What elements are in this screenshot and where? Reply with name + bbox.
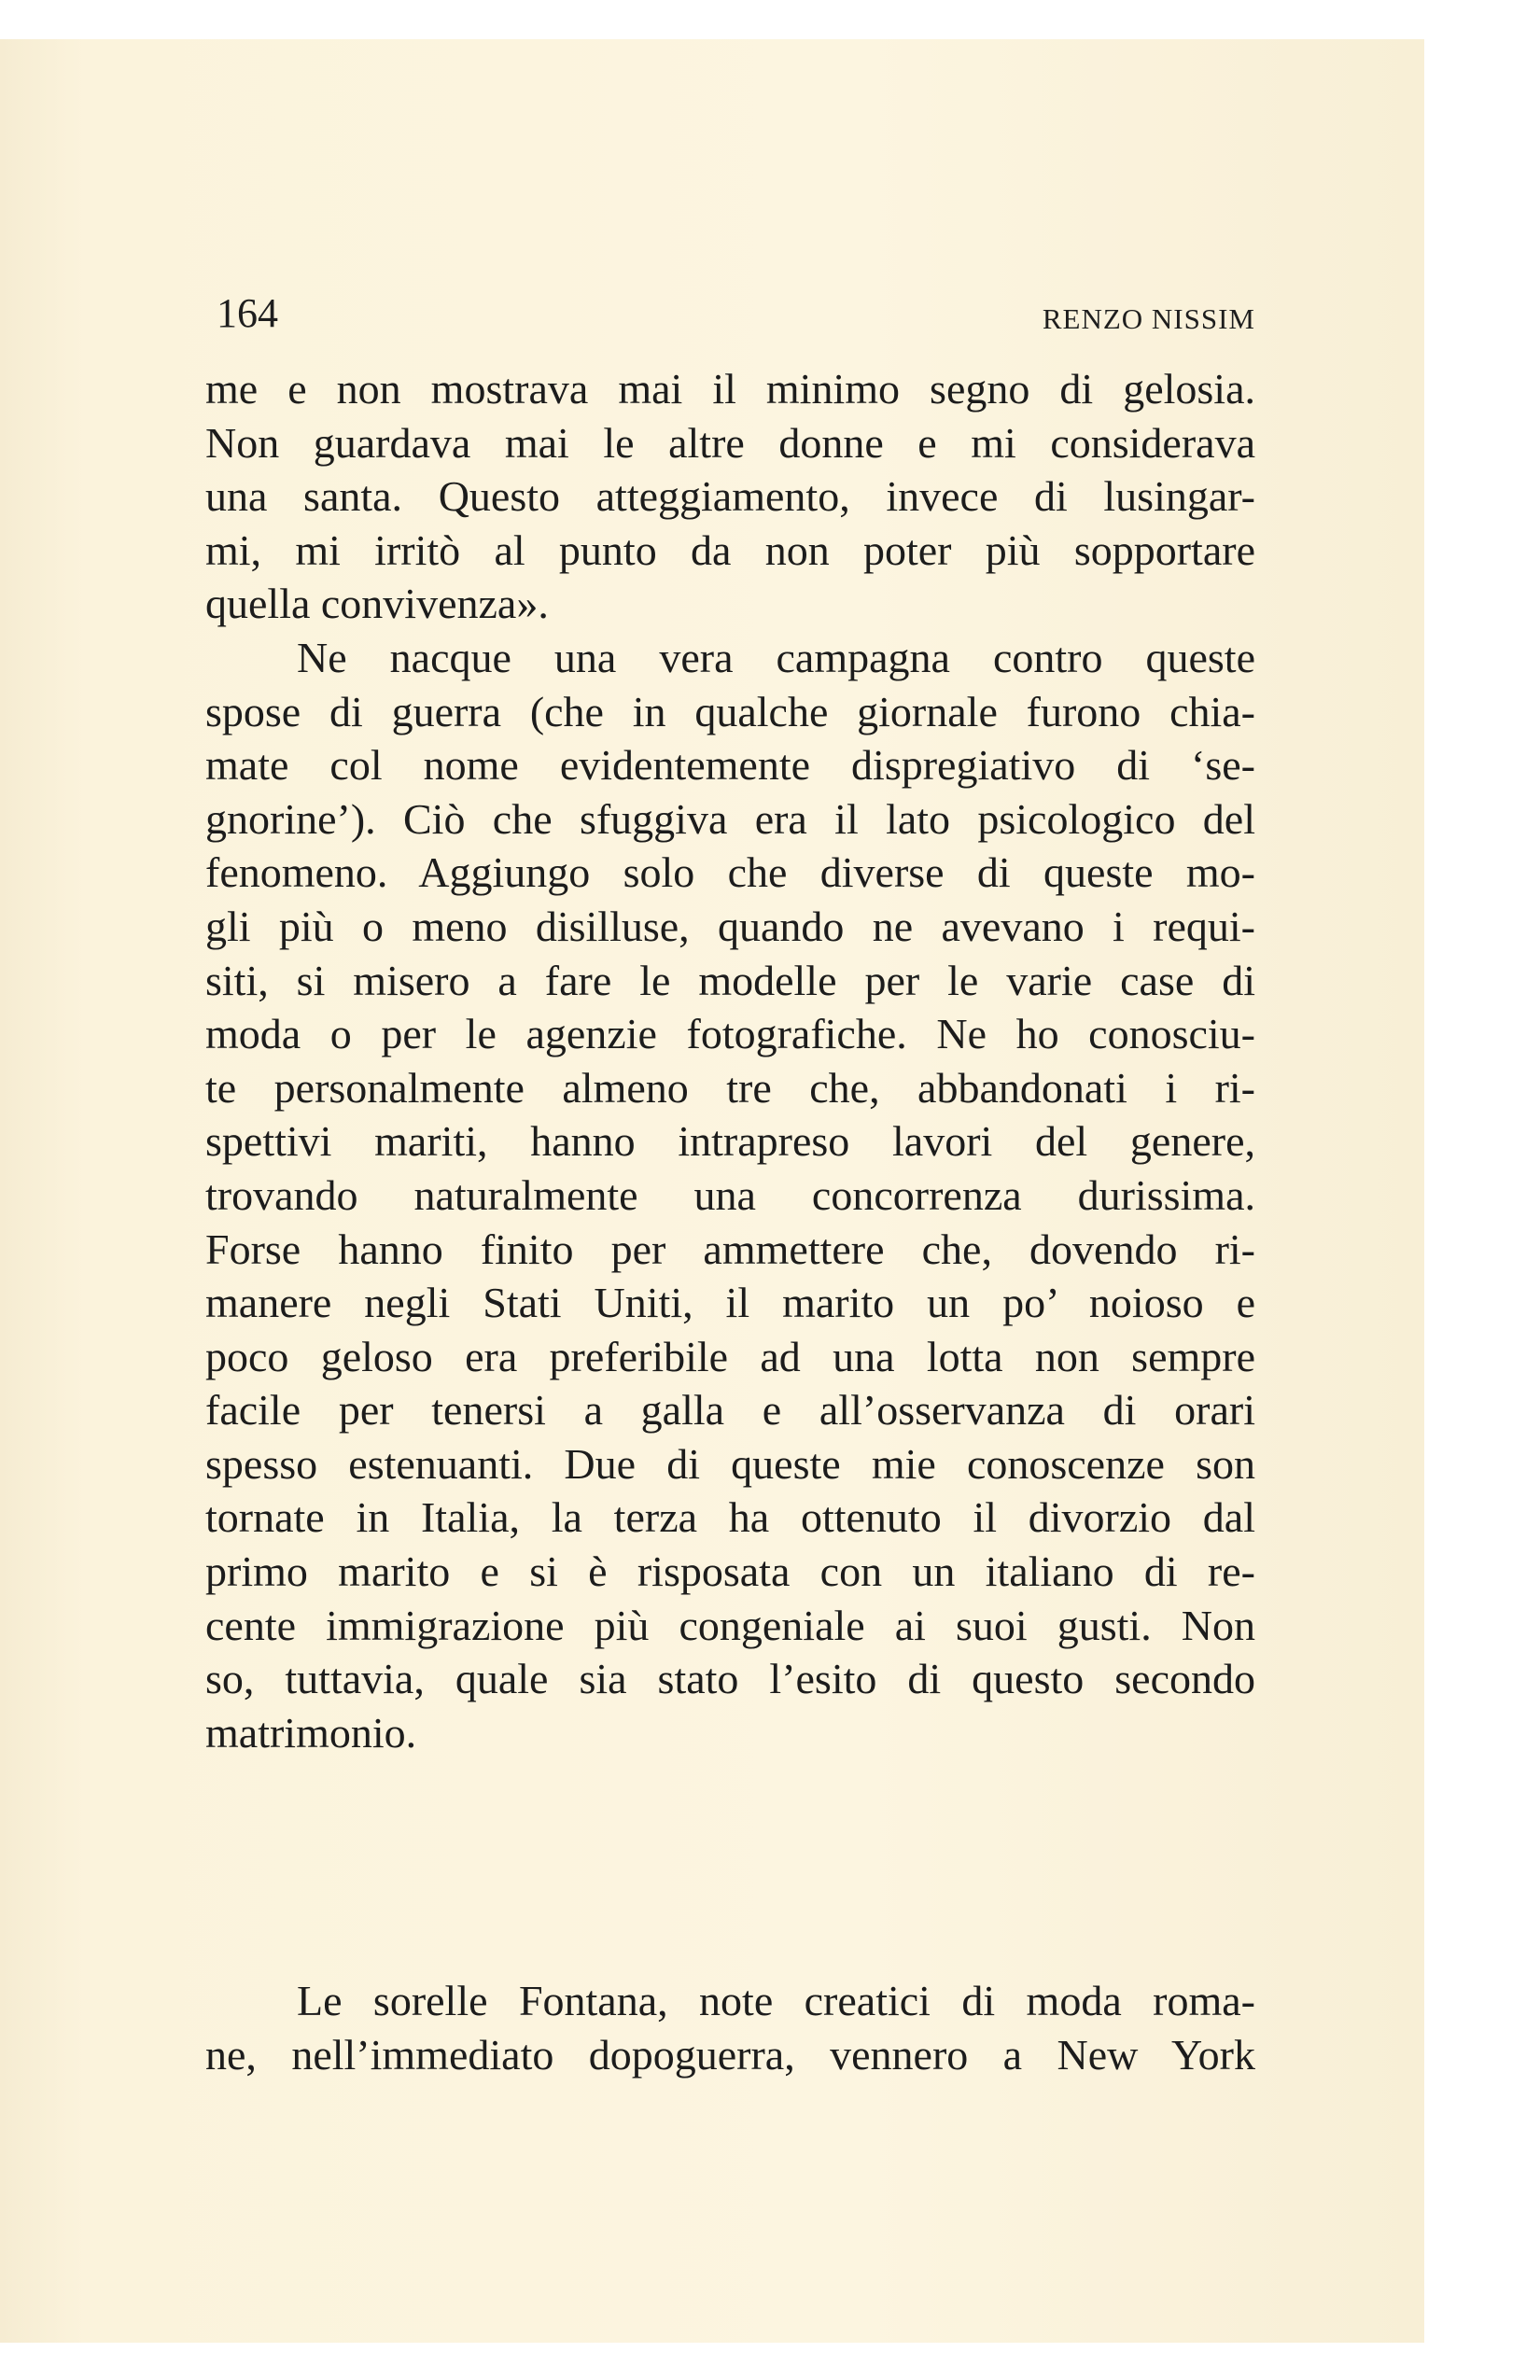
text-line: tornate in Italia, la terza ha ottenuto il divorzio dal	[205, 1493, 1255, 1542]
text-line: cente immigrazione più congeniale ai suoi gusti. Non	[205, 1601, 1255, 1649]
page-header	[205, 289, 1255, 345]
text-line: Le sorelle Fontana, note creatici di moda roma-	[297, 1977, 1255, 2025]
paragraph-2	[205, 631, 1255, 1759]
running-head: RENZO NISSIM	[1042, 302, 1255, 335]
text-line: gnorine’). Ciò che sfuggiva era il lato psicologico del	[205, 794, 1255, 843]
text-line: manere negli Stati Uniti, il marito un po’ noioso e	[205, 1279, 1255, 1327]
paragraph-1	[205, 362, 1255, 631]
text-line: Ne nacque una vera campagna contro queste	[297, 633, 1255, 681]
text-line: te personalmente almeno tre che, abbandonati i ri-	[205, 1063, 1255, 1112]
text-line: mi, mi irritò al punto da non poter più sopportare	[205, 525, 1255, 574]
text-line: so, tuttavia, quale sia stato l’esito di questo secondo	[205, 1655, 1255, 1703]
text-line: spettivi mariti, hanno intrapreso lavori del genere,	[205, 1117, 1255, 1166]
text-line: ne, nell’immediato dopoguerra, vennero a New York	[205, 2031, 1255, 2079]
text-line: fenomeno. Aggiungo solo che diverse di queste mo-	[205, 848, 1255, 897]
text-line: siti, si misero a fare le modelle per le varie case di	[205, 956, 1255, 1004]
text-line: spose di guerra (che in qualche giornale furono chia-	[205, 687, 1255, 735]
text-line: una santa. Questo atteggiamento, invece di lusingar-	[205, 472, 1255, 521]
text-line: poco geloso era preferibile ad una lotta non sempre	[205, 1332, 1255, 1380]
body-text	[205, 362, 1255, 2082]
text-line: Non guardava mai le altre donne e mi considerava	[205, 418, 1255, 467]
text-line: me e non mostrava mai il minimo segno di gelosia.	[205, 365, 1255, 413]
text-line: facile per tenersi a galla e all’osservanza di orari	[205, 1386, 1255, 1435]
text-line: primo marito e si è risposata con un italiano di re-	[205, 1547, 1255, 1596]
section-break	[205, 1759, 1255, 1974]
text-line: matrimonio.	[205, 1708, 417, 1757]
page-number: 164	[217, 290, 278, 336]
text-line: trovando naturalmente una concorrenza durissima.	[205, 1170, 1255, 1219]
text-line: spesso estenuanti. Due di queste mie conoscenze son	[205, 1439, 1255, 1488]
text-line: Forse hanno finito per ammettere che, dovendo ri-	[205, 1225, 1255, 1273]
text-line: mate col nome evidentemente dispregiativo di ‘se-	[205, 741, 1255, 790]
text-line: quella convivenza».	[205, 580, 549, 628]
text-line: moda o per le agenzie fotografiche. Ne ho conosciu-	[205, 1010, 1255, 1058]
text-line: gli più o meno disilluse, quando ne avevano i requi-	[205, 902, 1255, 950]
paragraph-3	[205, 1974, 1255, 2081]
